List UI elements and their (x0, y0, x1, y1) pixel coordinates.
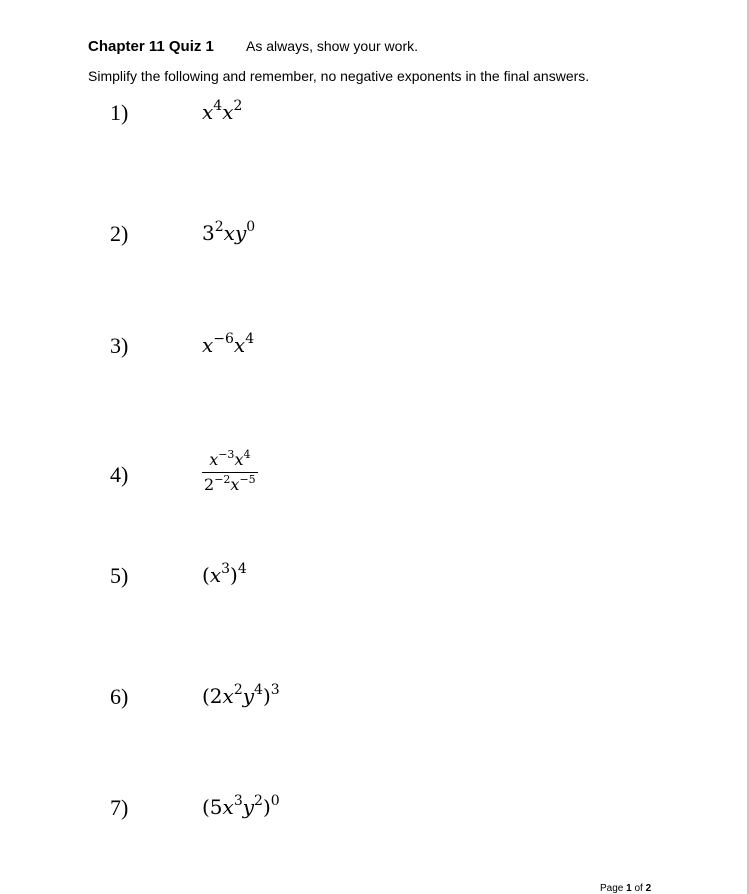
problem-5 (110, 561, 510, 601)
problem-3 (110, 331, 510, 371)
var: y (234, 221, 247, 245)
problem-number: 6) (110, 684, 129, 709)
open-paren: (2 (202, 684, 223, 708)
exponent: 3 (221, 561, 231, 577)
exponent: 4 (254, 682, 263, 698)
problem-number: 7) (110, 795, 129, 820)
total-pages: 2 (645, 883, 652, 894)
problem-6 (110, 682, 510, 722)
var: x (202, 100, 214, 124)
problem-expression (202, 684, 280, 708)
problem-expression (202, 795, 280, 819)
problem-expression (202, 221, 255, 245)
quiz-header (88, 38, 418, 55)
problem-7 (110, 793, 510, 833)
problem-number: 2) (110, 221, 129, 246)
var: x (209, 450, 219, 469)
fraction-denominator (202, 473, 258, 494)
exponent: 4 (243, 448, 251, 461)
exponent: 0 (246, 219, 256, 235)
close-paren: ) (262, 684, 271, 708)
outer-exponent: 0 (270, 793, 280, 809)
problem-number: 5) (110, 563, 129, 588)
problem-expression (202, 333, 254, 357)
exponent: −5 (239, 473, 256, 486)
var: x (222, 684, 234, 708)
open-paren: ( (202, 563, 210, 587)
problem-4 (110, 448, 510, 504)
problem-expression (202, 563, 247, 587)
var: x (223, 221, 235, 245)
exponent: −6 (213, 331, 234, 347)
exponent: 4 (245, 331, 255, 347)
close-paren: ) (262, 795, 271, 819)
problem-number: 3) (110, 333, 129, 358)
var: x (202, 333, 214, 357)
open-paren: (5 (202, 795, 223, 819)
var: x (233, 333, 246, 357)
var: x (222, 100, 234, 124)
exponent: 2 (233, 98, 243, 114)
close-paren: ) (230, 563, 238, 587)
exponent: 3 (233, 793, 243, 809)
exponent: 2 (233, 682, 243, 698)
problem-2 (110, 219, 510, 259)
exponent: −3 (218, 448, 235, 461)
footer-middle: of (631, 883, 646, 894)
current-page: 1 (626, 883, 632, 894)
problem-number: 1) (110, 100, 129, 125)
var: x (234, 450, 244, 469)
quiz-subtitle: As always, show your work. (246, 38, 418, 54)
problem-1 (110, 98, 510, 138)
instructions: Simplify the following and remember, no negative exponents in the final answers. (88, 68, 590, 84)
footer-prefix: Page (600, 883, 627, 894)
var: x (230, 475, 240, 494)
var: x (209, 563, 222, 587)
exponent: −2 (214, 473, 231, 486)
page-footer (600, 883, 651, 894)
quiz-title: Chapter 11 Quiz 1 (88, 38, 214, 55)
var: y (242, 795, 255, 819)
outer-exponent: 4 (237, 561, 247, 577)
coefficient: 3 (202, 221, 215, 245)
exponent: 2 (214, 219, 224, 235)
exponent: 4 (213, 98, 223, 114)
var: x (222, 795, 234, 819)
outer-exponent: 3 (270, 682, 280, 698)
problem-number: 4) (110, 462, 129, 487)
exponent: 2 (254, 793, 263, 809)
problem-expression (202, 100, 242, 124)
coefficient: 2 (204, 475, 215, 494)
fraction-numerator (202, 450, 258, 473)
fraction (202, 450, 258, 494)
var: y (242, 684, 255, 708)
